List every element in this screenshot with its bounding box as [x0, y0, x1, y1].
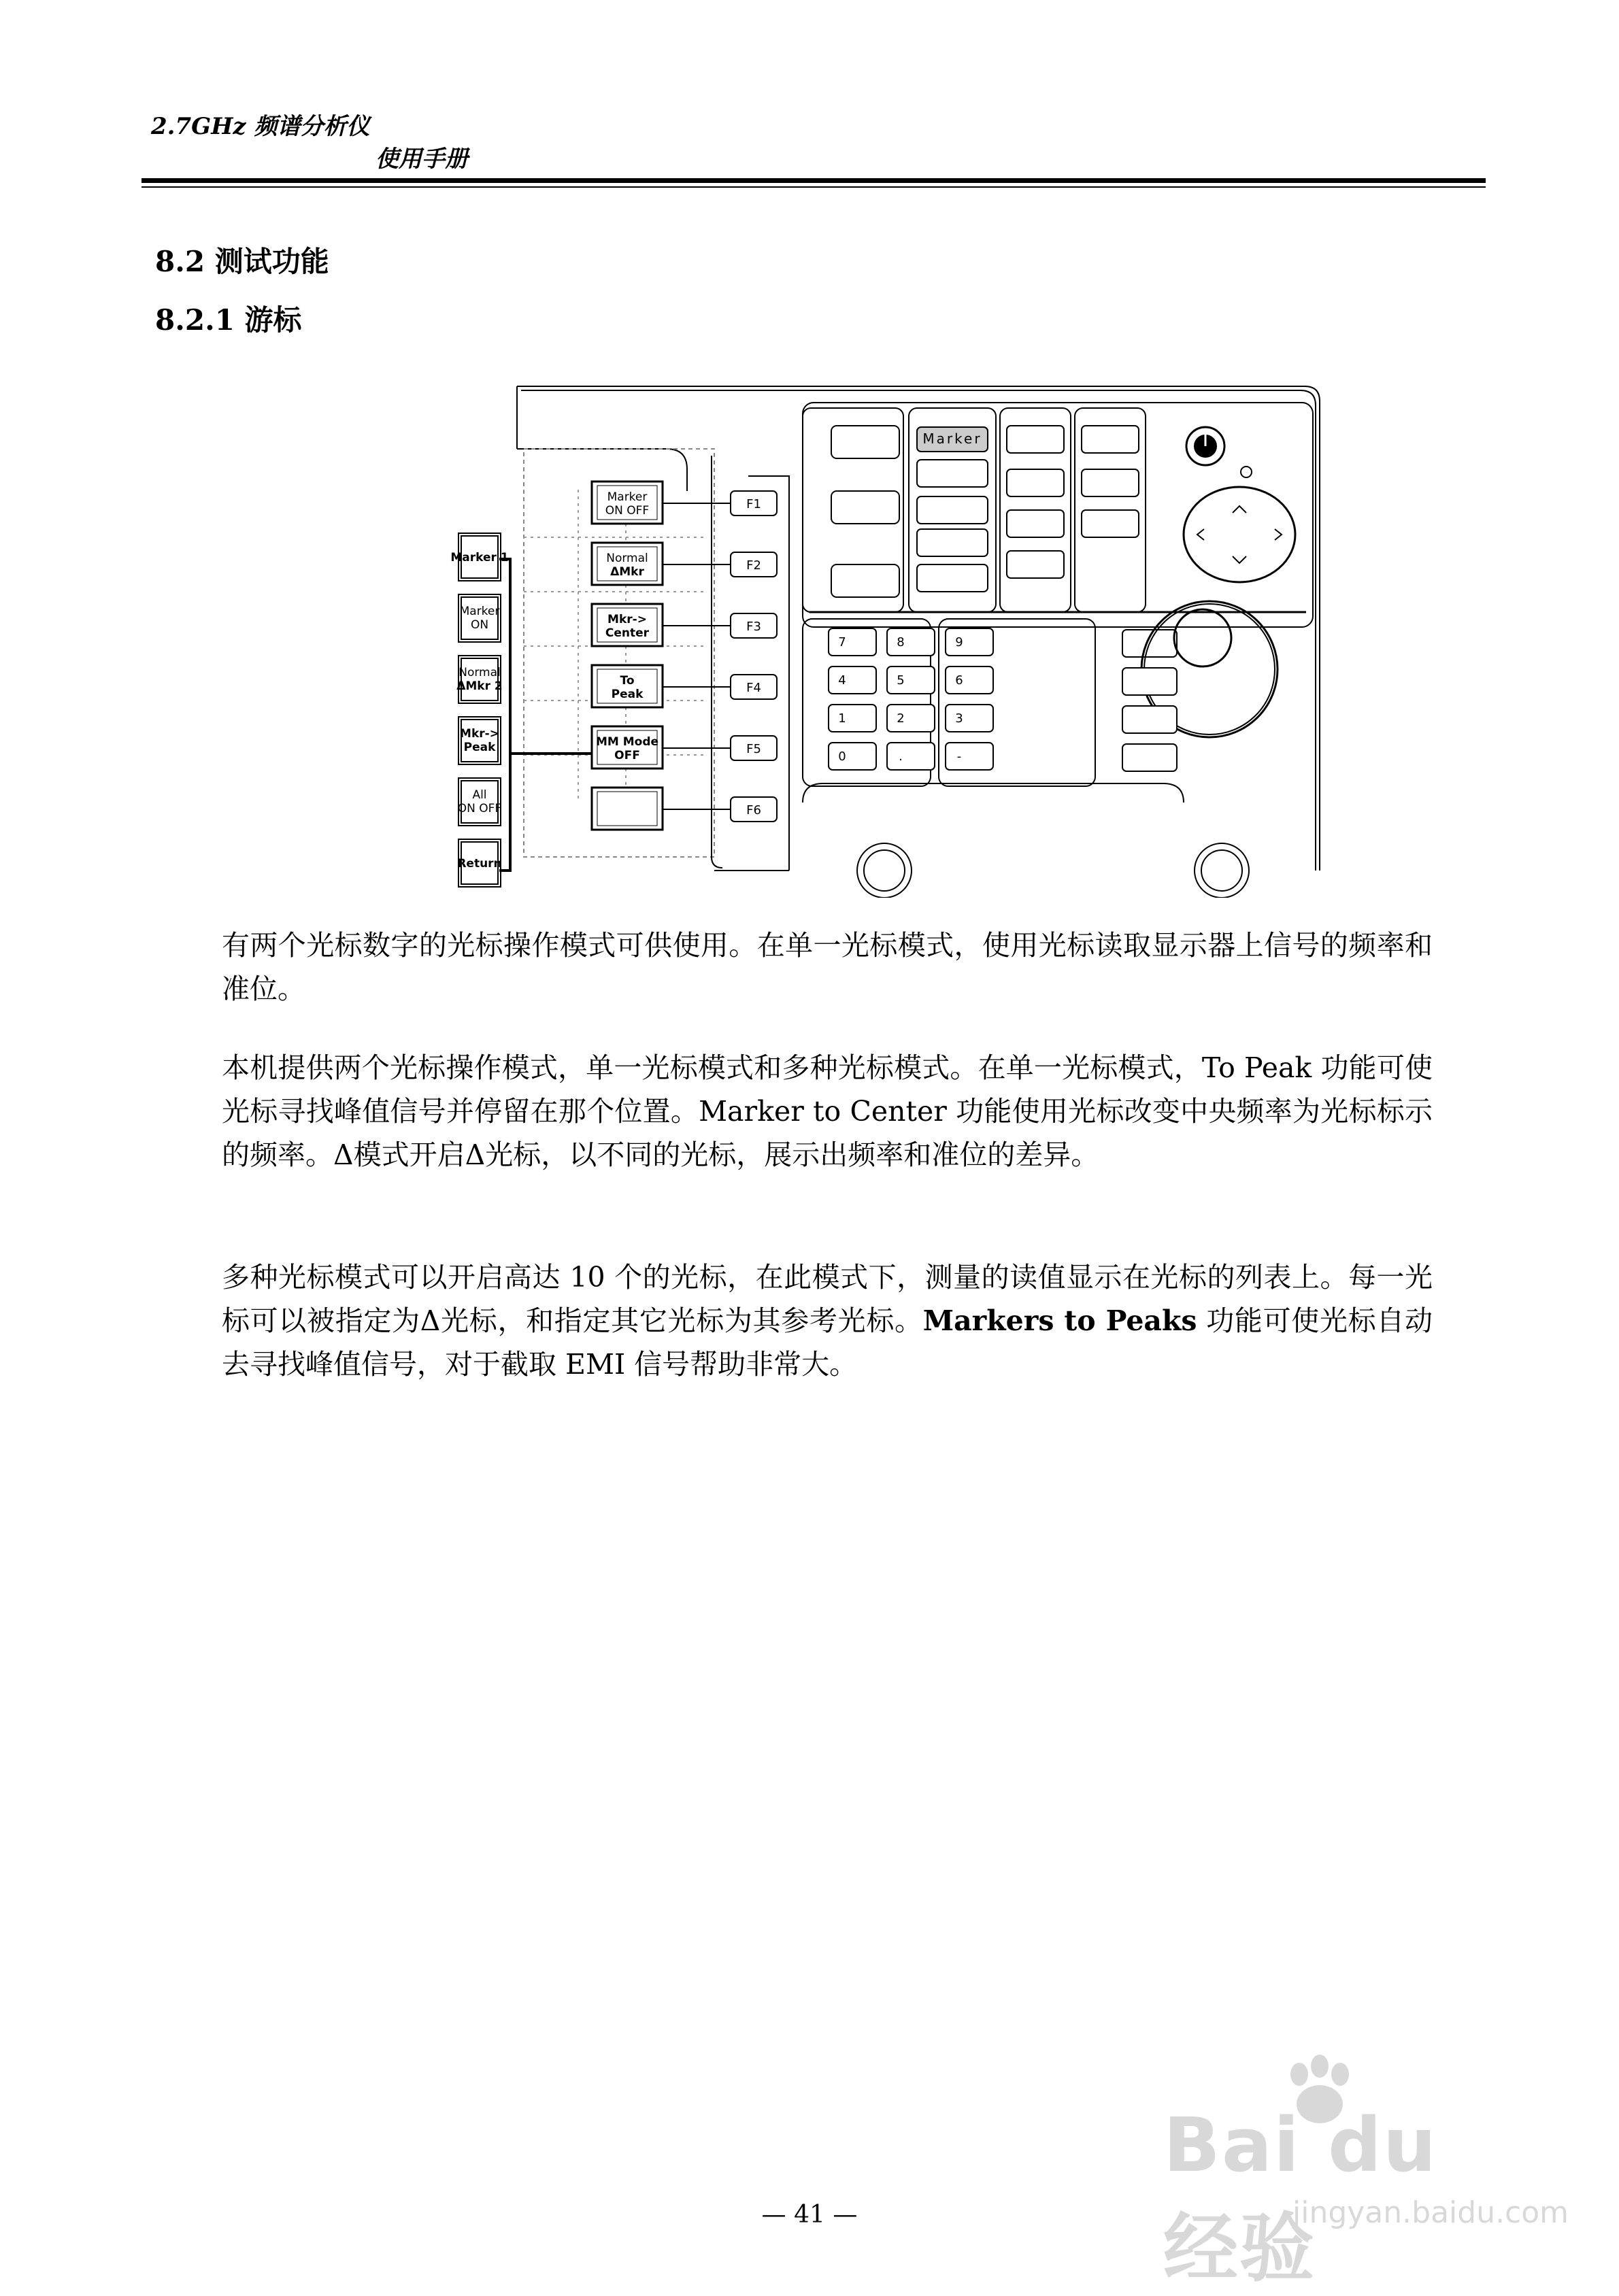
menu-softkey[interactable] [592, 788, 663, 830]
keypad-key-label: 7 [838, 635, 846, 649]
keypad-key[interactable] [829, 666, 876, 694]
keypad-key-label: . [899, 749, 903, 764]
keypad-key[interactable] [829, 628, 876, 656]
left-softkey-label: ΔMkr 2 [456, 679, 503, 693]
keypad-key[interactable] [887, 705, 935, 732]
keypad-key[interactable] [887, 628, 935, 656]
unit-key[interactable] [1122, 706, 1177, 733]
unit-key[interactable] [1122, 744, 1177, 771]
menu-softkey-label: Peak [611, 688, 644, 701]
keypad-key-label: 3 [955, 711, 963, 726]
left-softkeys [458, 533, 501, 887]
function-key-label: F1 [746, 497, 761, 511]
keypad-key-label: 4 [838, 673, 846, 688]
subsection-heading: 8.2.1 游标 [155, 303, 302, 337]
keypad-key[interactable] [946, 705, 993, 732]
keypad-key-label: 2 [897, 711, 905, 726]
keypad-key[interactable] [946, 628, 993, 656]
menu-softkey-label: Mkr-> [607, 613, 647, 626]
keypad-key-label: 9 [955, 635, 963, 649]
left-softkey-label: ON [470, 618, 489, 632]
paragraph-1: 有两个光标数字的光标操作模式可供使用。在单一光标模式，使用光标读取显示器上信号的频率和准位。 [222, 929, 1433, 1005]
function-key-label: F2 [746, 558, 761, 573]
watermark-url: jingyan.baidu.com [1292, 2195, 1569, 2230]
keypad-key-label: 5 [897, 673, 905, 688]
front-panel-figure [408, 381, 1333, 898]
header-subtitle: 使用手册 [375, 146, 468, 173]
menu-softkey-label: OFF [614, 749, 640, 762]
baidu-watermark [1150, 2054, 1569, 2292]
left-softkey-label: Return [457, 857, 502, 871]
left-softkey-label: Marker [459, 605, 500, 618]
watermark-brand: Bai du 经验 [1163, 2101, 1438, 2292]
keypad-key-label: 1 [838, 711, 846, 726]
menu-softkey-label: Center [605, 626, 650, 640]
menu-softkeys [592, 482, 663, 830]
menu-softkey-label: ΔMkr [610, 565, 644, 579]
function-key-label: F3 [746, 620, 761, 634]
header-rule [141, 178, 1486, 183]
keypad-key[interactable] [829, 743, 876, 770]
menu-softkey-label: MM Mode [595, 735, 659, 749]
unit-key[interactable] [1122, 668, 1177, 695]
header-title: 2.7GHz 频谱分析仪 [151, 113, 370, 140]
keypad-key-label: 0 [838, 749, 846, 764]
paragraph-3 [222, 1255, 1433, 1386]
function-key-label: F6 [746, 803, 761, 817]
numeric-keypad [829, 628, 1177, 771]
function-key-label: F4 [746, 681, 761, 695]
keypad-key[interactable] [946, 743, 993, 770]
marker-key-label: Marker [922, 430, 982, 447]
menu-softkey-label: Marker [607, 490, 648, 504]
keypad-key-label: 6 [955, 673, 963, 688]
keypad-key[interactable] [946, 666, 993, 694]
paragraph-3-text-b: 功能可使光标自动去寻找峰值信号，对于截取 EMI 信号帮助非常大。 [222, 1304, 1433, 1381]
menu-softkey-label: ON OFF [605, 504, 650, 518]
left-softkey-label: Normal [458, 666, 501, 679]
function-keys [663, 491, 777, 822]
keypad-key[interactable] [887, 743, 935, 770]
page-number: — 41 — [761, 2201, 858, 2229]
paragraph-2: 本机提供两个光标操作模式，单一光标模式和多种光标模式。在单一光标模式，To Peak 功能可使光标寻找峰值信号并停留在那个位置。Marker to Center 功能使用光标改变中央频率为光标标示的频率。Δ模式开启Δ光标，以不同的光标，展示出频率和准位的差异。 [222, 1051, 1433, 1171]
left-softkey-label: All [472, 788, 487, 802]
header-rule-thin [141, 186, 1486, 188]
paragraph-3-text-a: 多种光标模式可以开启高达 10 个的光标，在此模式下，测量的读值显示在光标的列表上。每一光标可以被指定为Δ光标，和指定其它光标为其参考光标。 [222, 1261, 1433, 1337]
section-heading: 8.2 测试功能 [155, 245, 329, 278]
menu-softkey-label: Normal [606, 552, 648, 565]
left-softkey-label: Peak [463, 741, 496, 754]
left-softkey-label: Marker 1 [450, 551, 509, 564]
paragraph-3-bold: Markers to Peaks [922, 1304, 1197, 1337]
function-key-label: F5 [746, 742, 761, 756]
keypad-key-label: 8 [897, 635, 905, 649]
left-softkey-label: ON OFF [457, 802, 502, 815]
menu-softkey-label: To [620, 674, 635, 688]
keypad-key[interactable] [887, 666, 935, 694]
keypad-key-label: - [956, 749, 962, 764]
left-softkey-label: Mkr-> [460, 727, 499, 741]
keypad-key[interactable] [829, 705, 876, 732]
